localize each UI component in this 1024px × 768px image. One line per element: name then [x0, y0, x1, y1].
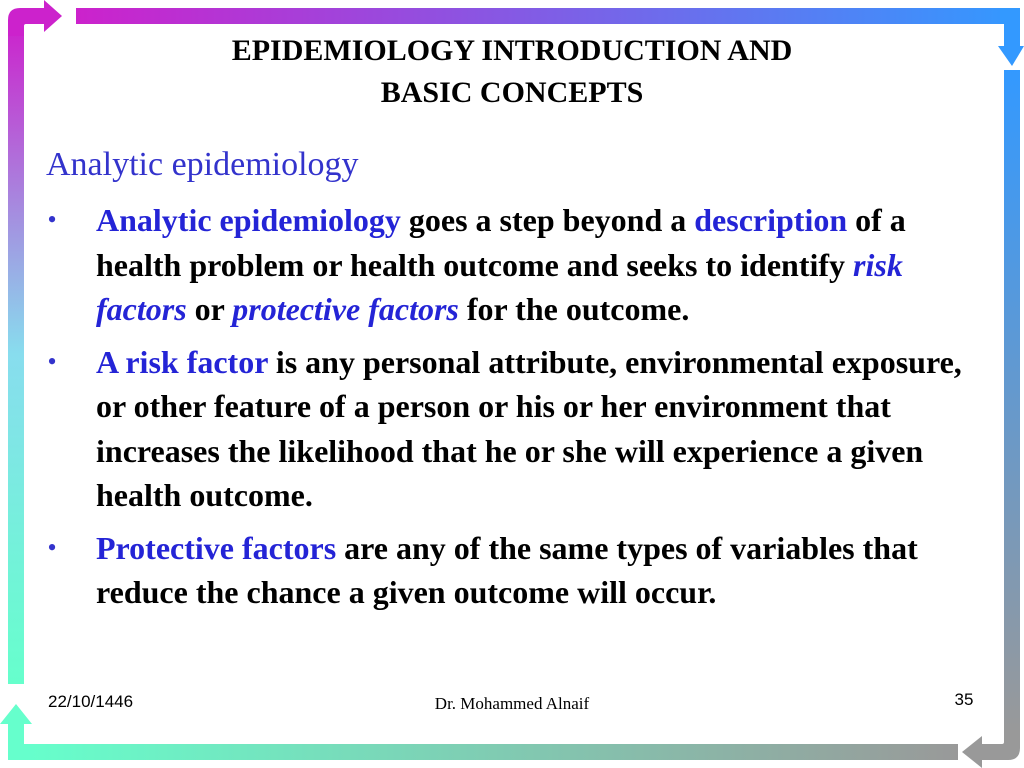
slide-title-line-1: EPIDEMIOLOGY INTRODUCTION AND [231, 34, 793, 67]
arrow-left-icon [962, 730, 1020, 768]
arrow-right-icon [8, 0, 62, 36]
footer-author: Dr. Mohammed Alnaif [434, 694, 590, 713]
frame-right-bar [1004, 70, 1020, 734]
bullet-marker: • [47, 205, 57, 234]
term-description: description [694, 202, 848, 238]
bullet-marker: • [47, 532, 57, 562]
frame-bottom-bar [24, 744, 958, 760]
term-protective-factors: protective factors [232, 291, 459, 327]
bullet-item-1 [42, 198, 992, 332]
slide-title [100, 30, 924, 114]
arrow-down-icon [998, 8, 1024, 66]
section-heading: Analytic epidemiology [46, 146, 359, 183]
term-risk-factors: risk factors [96, 246, 903, 327]
bullet-item-2 [42, 340, 992, 518]
page-number: 35 [954, 690, 974, 709]
bullet-text: or [186, 291, 233, 327]
term-analytic-epidemiology: Analytic epidemiology [96, 202, 401, 238]
frame-left-bar [8, 24, 24, 684]
bullet-text: for the outcome. [458, 291, 690, 327]
term-risk-factor: A risk factor [96, 343, 268, 380]
bullet-item-3 [42, 526, 992, 615]
bullet-text: are any of the same types of variables that reduce the chance a given outcome will occur. [96, 529, 918, 610]
bullet-list [42, 198, 992, 623]
bullet-text: is any personal attribute, environmental exposure, or other feature of a person or his or her environment that increases the likelihood that he or she will experience a given health outcome. [96, 343, 962, 513]
term-protective-factors-heading: Protective factors [96, 529, 337, 566]
slide-title-line-2: BASIC CONCEPTS [380, 76, 644, 109]
bullet-text: of a health problem or health outcome and seeks to identify [96, 202, 906, 283]
frame-top-bar [76, 8, 1020, 24]
bullet-marker: • [47, 346, 57, 376]
bullet-text: goes a step beyond a [400, 202, 695, 238]
footer-date: 22/10/1446 [48, 692, 134, 711]
